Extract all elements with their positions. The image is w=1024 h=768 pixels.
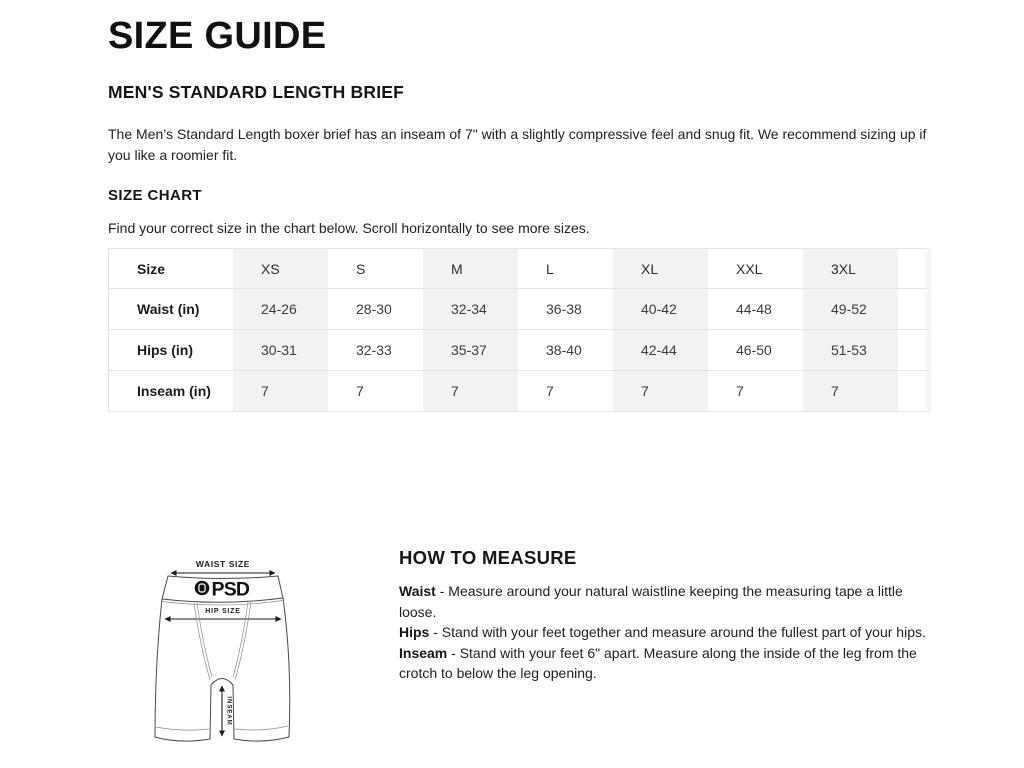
boxer-brief-illustration <box>150 543 310 748</box>
hips-overflow <box>898 330 931 371</box>
size-chart-table <box>108 248 931 412</box>
row-label-inseam: Inseam (in) <box>108 371 233 412</box>
hips-xxl: 46-50 <box>708 330 803 371</box>
waist-3xl: 49-52 <box>803 289 898 330</box>
inseam-3xl: 7 <box>803 371 898 412</box>
measure-term-hips: Hips <box>399 624 430 640</box>
boxer-brief-diagram <box>150 543 310 748</box>
measure-desc-waist: Measure around your natural waistline keeping the measuring tape a little loose. <box>399 583 903 620</box>
waist-size-label: WAIST SIZE <box>195 559 251 569</box>
waist-xs: 24-26 <box>233 289 328 330</box>
hips-l: 38-40 <box>518 330 613 371</box>
size-chart-scroll[interactable] <box>108 248 931 412</box>
measure-separator: - <box>447 644 460 661</box>
table-header-row <box>108 248 931 289</box>
measure-desc-inseam: Stand with your feet 6" apart. Measure along the inside of the leg from the crotch to below the leg opening. <box>399 644 917 681</box>
waist-overflow <box>898 289 931 330</box>
right-leg-hem <box>235 726 288 730</box>
inseam-l: 7 <box>518 371 613 412</box>
inseam-xs: 7 <box>233 371 328 412</box>
col-header-xs: XS <box>233 248 328 289</box>
measure-item-inseam <box>399 643 931 684</box>
waist-s: 28-30 <box>328 289 423 330</box>
inseam-xxl: 7 <box>708 371 803 412</box>
col-header-s: S <box>328 248 423 289</box>
hips-s: 32-33 <box>328 330 423 371</box>
col-header-overflow <box>898 248 931 289</box>
page-title: SIZE GUIDE <box>108 15 327 57</box>
measure-separator: - <box>435 583 449 599</box>
table-corner-cell: Size <box>108 248 233 289</box>
psd-logo-text: PSD <box>211 578 250 601</box>
inseam-xl: 7 <box>613 371 708 412</box>
hips-xs: 30-31 <box>233 330 328 371</box>
measure-item-hips <box>399 622 931 643</box>
inseam-overflow <box>898 371 931 412</box>
col-header-xl: XL <box>613 248 708 289</box>
table-row-waist <box>108 289 931 330</box>
measure-instructions <box>399 543 931 684</box>
product-description: The Men’s Standard Length boxer brief has an inseam of 7" with a slightly compressive feel and snug fit. We recommend sizing up if you like a roomier fit. <box>108 126 927 163</box>
row-label-waist: Waist (in) <box>108 289 233 330</box>
product-subtitle: MEN'S STANDARD LENGTH BRIEF <box>108 82 405 102</box>
how-to-measure-heading: HOW TO MEASURE <box>399 547 577 568</box>
size-chart-instruction: Find your correct size in the chart below. Scroll horizontally to see more sizes. <box>108 220 590 236</box>
table-row-inseam <box>108 371 931 412</box>
col-header-l: L <box>518 248 613 289</box>
col-header-3xl: 3XL <box>803 248 898 289</box>
col-header-xxl: XXL <box>708 248 803 289</box>
left-leg-hem <box>156 727 209 730</box>
inseam-label: INSEAM <box>225 696 232 726</box>
measure-term-waist: Waist <box>399 583 436 599</box>
measure-item-waist <box>399 581 931 622</box>
waist-m: 32-34 <box>423 289 518 330</box>
hips-m: 35-37 <box>423 330 518 371</box>
hips-3xl: 51-53 <box>803 330 898 371</box>
inseam-m: 7 <box>423 371 518 412</box>
table-row-hips <box>108 330 931 371</box>
how-to-measure-section <box>108 543 931 748</box>
psd-logo-icon <box>195 581 210 596</box>
hip-size-label: HIP SIZE <box>205 608 241 615</box>
waist-xxl: 44-48 <box>708 289 803 330</box>
inseam-s: 7 <box>328 371 423 412</box>
measure-desc-hips: Stand with your feet together and measure around the fullest part of your hips. <box>441 624 926 640</box>
hips-xl: 42-44 <box>613 330 708 371</box>
waist-xl: 40-42 <box>613 289 708 330</box>
waist-l: 36-38 <box>518 289 613 330</box>
size-chart-heading: SIZE CHART <box>108 187 202 204</box>
measure-term-inseam: Inseam <box>399 644 448 661</box>
row-label-hips: Hips (in) <box>108 330 233 371</box>
col-header-m: M <box>423 248 518 289</box>
measure-separator: - <box>429 624 442 640</box>
